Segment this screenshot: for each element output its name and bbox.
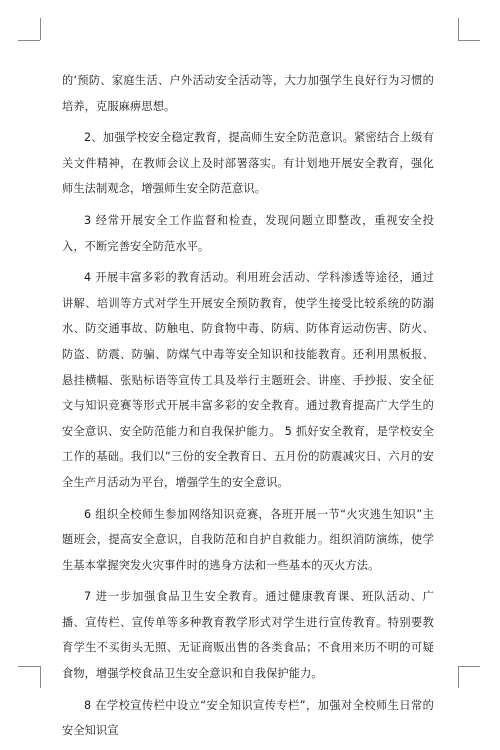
paragraph-item-4: 4 开展丰富多彩的教育活动。利用班会活动、学科渗透等途径，通过讲解、培训等方式对学生开展安全预防教育，使学生接受比较系统的防溺水、防交通事故、防触电、防食物中毒、防病、防体育运动伤害、防火、防盗、防震、防骗、防煤气中毒等安全知识和技能教育。还利用黑板报、悬挂横幅、张贴标语等宣传工具及举行主题班会、讲座、手抄报、安全征文与知识竞赛等形式开展丰富多彩的安全教育。通过教育提高广大学生的安全意识、安全防范能力和自我保护能力。 5 抓好安全教育，是学校安全工作的基础。我们以“三份的安全教育日、五月份的防震减灾日、六月的安全生产月活动为平台，增强学生的安全意识。 <box>62 271 434 489</box>
crop-mark-top-right-v <box>458 18 459 40</box>
document-body <box>62 68 434 750</box>
crop-mark-bottom-left-h <box>18 666 40 667</box>
paragraph-item-2: 2、加强学校安全稳定教育，提高师生安全防范意识。紧密结合上级有关文件精神，在教师会议上及时部署落实。有计划地开展安全教育，强化师生法制观念，增强师生安全防范意识。 <box>62 131 434 196</box>
crop-mark-top-right-h <box>458 40 480 41</box>
paragraph-item-8: 8 在学校宣传栏中设立“安全知识宣传专栏”，加强对全校师生日常的安全知识宣 <box>62 698 434 738</box>
paragraph-item-6: 6 组织全校师生参加网络知识竞赛，各班开展一节“火灾逃生知识”主题班会，提高安全意识，自我防范和自护自救能力。组织消防演练，使学生基本掌握突发火灾事件时的逃身方法和一些基本的灭火方法。 <box>62 507 434 572</box>
crop-mark-bottom-right-h <box>458 666 480 667</box>
crop-mark-bottom-left-v <box>40 666 41 688</box>
paragraph-item-3: 3 经常开展安全工作监督和检查，发现问题立即整改，重视安全投入，不断完善安全防范水平。 <box>62 213 434 253</box>
crop-mark-top-left-v <box>40 18 41 40</box>
crop-mark-bottom-right-v <box>458 666 459 688</box>
paragraph-continuation: 的‘预防、家庭生活、户外活动安全活动等，大力加强学生良好行为习惯的培养，克服麻痹思想。 <box>62 74 434 113</box>
crop-mark-top-left-h <box>18 40 40 41</box>
paragraph-item-7: 7 进一步加强食品卫生安全教育。通过健康教育课、班队活动、广播、宣传栏、宣传单等多种教育教学形式对学生进行宣传教育。特别要教育学生不买街头无照、无证商贩出售的各类食品；不食用来历不明的可疑食物，增强学校食品卫生安全意识和自我保护能力。 <box>62 590 434 681</box>
